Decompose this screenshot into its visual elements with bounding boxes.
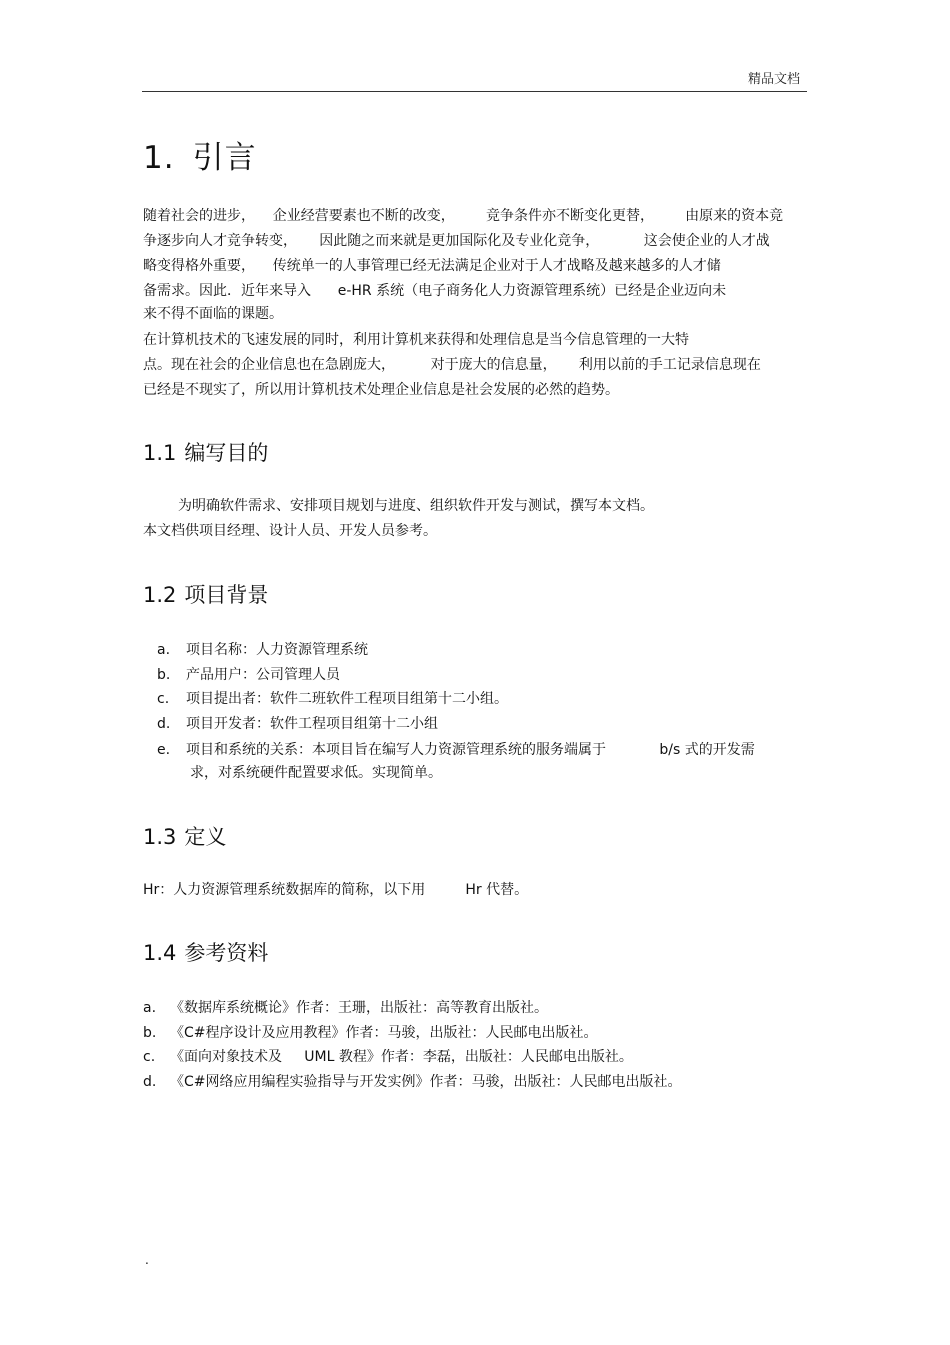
intro-line: 略变得格外重要， 传统单一的人事管理已经无法满足企业对于人才战略及越来越多的人才储 <box>143 258 721 274</box>
section-number: 1.3 <box>143 825 177 849</box>
list-marker: a. <box>157 642 171 658</box>
intro-line: 在计算机技术的飞速发展的同时，利用计算机来获得和处理信息是当今信息管理的一大特 <box>143 332 689 348</box>
section-number: 1.1 <box>143 441 177 465</box>
section-title: 参考资料 <box>184 941 269 965</box>
page-title <box>143 132 257 177</box>
list-marker: e. <box>157 742 171 758</box>
intro-line: 备需求。因此．近年来导入 e-HR 系统（电子商务化人力资源管理系统）已经是企业迈向未 <box>143 283 727 299</box>
section-title: 项目背景 <box>184 583 269 607</box>
list-text: 《数据库系统概论》作者：王珊，出版社：高等教育出版社。 <box>170 1000 548 1016</box>
list-text: 项目和系统的关系：本项目旨在编写人力资源管理系统的服务端属于 b/s 式的开发需 <box>186 742 755 758</box>
section-heading-background <box>143 579 268 609</box>
header-label: 精品文档 <box>748 72 801 87</box>
section-heading-references <box>143 937 268 967</box>
intro-line: 随着社会的进步， 企业经营要素也不断的改变， 竞争条件亦不断变化更替， 由原来的资本竞 <box>143 208 784 224</box>
list-marker: a. <box>143 1000 157 1016</box>
intro-line: 来不得不面临的课题。 <box>143 306 283 322</box>
list-text: 求，对系统硬件配置要求低。实现简单。 <box>190 765 442 781</box>
title-text: 引言 <box>192 140 257 176</box>
purpose-line: 为明确软件需求、安排项目规划与进度、组织软件开发与测试，撰写本文档。 <box>178 498 654 514</box>
section-heading-purpose <box>143 437 268 467</box>
reference-item <box>143 1073 682 1145</box>
list-text: 项目开发者：软件工程项目组第十二小组 <box>186 716 438 732</box>
section-heading-definition <box>143 821 226 851</box>
section-title: 定义 <box>184 825 227 849</box>
definition-line: Hr：人力资源管理系统数据库的简称，以下用 Hr 代替。 <box>143 882 529 898</box>
list-marker: b. <box>157 667 171 683</box>
list-marker: b. <box>143 1025 157 1041</box>
list-marker: c. <box>157 691 170 707</box>
list-text: 《C#网络应用编程实验指导与开发实例》作者：马骏，出版社：人民邮电出版社。 <box>170 1074 682 1090</box>
intro-line: 已经是不现实了，所以用计算机技术处理企业信息是社会发展的必然的趋势。 <box>143 382 619 398</box>
list-text: 产品用户：公司管理人员 <box>186 667 340 683</box>
list-text: 《面向对象技术及 UML 教程》作者：李磊，出版社：人民邮电出版社。 <box>170 1049 633 1065</box>
title-number: 1. <box>143 140 175 176</box>
intro-line: 点。现在社会的企业信息也在急剧庞大， 对于庞大的信息量， 利用以前的手工记录信息现在 <box>143 357 761 373</box>
section-number: 1.4 <box>143 941 177 965</box>
list-marker: d. <box>143 1074 157 1090</box>
list-text: 项目提出者：软件二班软件工程项目组第十二小组。 <box>186 691 508 707</box>
footer-dot: . <box>145 1253 149 1267</box>
list-text: 项目名称：人力资源管理系统 <box>186 642 368 658</box>
intro-line: 争逐步向人才竞争转变， 因此随之而来就是更加国际化及专业化竞争， 这会使企业的人才战 <box>143 233 770 249</box>
list-text: 《C#程序设计及应用教程》作者：马骏，出版社：人民邮电出版社。 <box>170 1025 598 1041</box>
list-marker: c. <box>143 1049 156 1065</box>
list-item-continuation <box>190 764 442 818</box>
section-title: 编写目的 <box>184 441 269 465</box>
purpose-line: 本文档供项目经理、设计人员、开发人员参考。 <box>143 523 437 539</box>
section-number: 1.2 <box>143 583 177 607</box>
list-marker: d. <box>157 716 171 732</box>
header-rule <box>142 91 807 92</box>
